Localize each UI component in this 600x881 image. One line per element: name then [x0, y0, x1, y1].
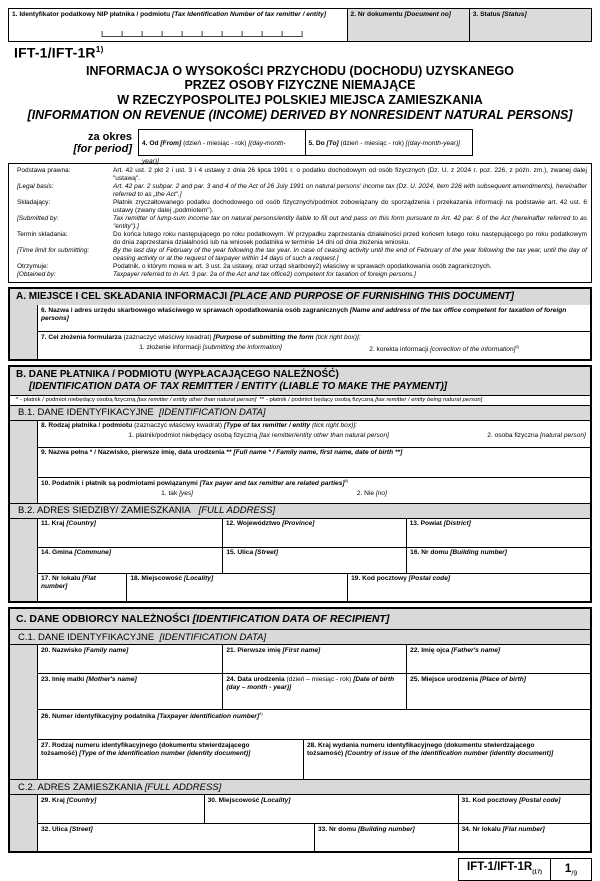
- field-18-locality[interactable]: 18. Miejscowość [Locality]: [126, 573, 347, 601]
- field-33-building-number[interactable]: 33. Nr domu [Building number]: [314, 823, 458, 851]
- field-14-commune[interactable]: 14. Gmina [Commune]: [38, 547, 222, 573]
- legal-row: [Submitted by: Tax remitter of lump-sum income tax on natural persons/entity liable to fill out and pass on this form pursuant to Art. 42 par. 6 of the Act (hereinafter referred to as "entity").]: [17, 214, 587, 230]
- option-natural-person[interactable]: 2. osoba fizyczna [natural person]: [487, 432, 586, 440]
- section-a-header: A. MIEJSCE I CEL SKŁADANIA INFORMACJI [PLACE AND PURPOSE OF FURNISHING THIS DOCUMENT]: [10, 289, 590, 305]
- field-3-label: 3. Status [Status]: [472, 11, 527, 18]
- field-26-taxpayer-id-number[interactable]: 26. Numer identyfikacyjny podatnika [Taxpayer identification number]$^{4)}$: [38, 709, 590, 739]
- field-11-country[interactable]: 11. Kraj [Country]: [38, 519, 222, 547]
- section-gutter: [10, 645, 37, 779]
- field-2-document-no[interactable]: [347, 9, 469, 41]
- option-related-no[interactable]: 2. Nie [no]: [356, 490, 387, 498]
- option-related-yes[interactable]: 1. tak [yes]: [161, 490, 194, 498]
- field-17-flat-number[interactable]: 17. Nr lokalu [Flat number]: [38, 573, 126, 601]
- legal-row: [Legal basis: Art. 42 par. 2 subpar. 2 and par. 3 and 4 of the Act of 26 July 1991 on natural persons' income tax (Dz. U. 2024, item 226 with subsequent amendments), hereinafter referred to as „the Act".]: [17, 182, 587, 198]
- section-gutter: [10, 421, 37, 503]
- section-gutter: [10, 519, 37, 601]
- section-c-header: C. DANE ODBIORCY NALEŻNOŚCI [IDENTIFICATION DATA OF RECIPIENT]: [10, 609, 590, 630]
- legal-row: Otrzymuje: Podatnik, o którym mowa w art. 3 ust. 2a ustawy, oraz urząd skarbowy2) właściwy w sprawach opodatkowania osób zagranicznych.: [17, 263, 492, 271]
- field-22-fathers-name[interactable]: 22. Imię ojca [Father's name]: [406, 645, 590, 673]
- footer-form-code: IFT-$1/IFT-1R_{(17)}$: [467, 861, 542, 876]
- title-line-4: [INFORMATION ON REVENUE (INCOME) DERIVED BY NONRESIDENT NATURAL PERSONS]: [27, 107, 573, 122]
- legal-basis-block: [8, 163, 592, 284]
- legal-row: Termin składania: Do końca lutego roku następującego po roku podatkowym. W przypadku zaprzestania działalności przed końcem lutego roku następującego po roku podatkowym do dnia zaprzestania działalności lub na wniosek podatnika w terminie 14 dni od dnia złożenia wniosku.: [17, 231, 587, 247]
- field-29-country[interactable]: 29. Kraj [Country]: [38, 795, 204, 823]
- form-code: IFT-$1/IFT-1R^{1)}$: [14, 44, 104, 61]
- field-6-tax-office[interactable]: 6. Nazwa i adres urzędu skarbowego właściwego w sprawach opodatkowania osób zagranicznych [Name and address of the tax office competent for taxation of foreign persons]: [38, 305, 590, 331]
- field-30-locality[interactable]: 30. Miejscowość [Locality]: [204, 795, 458, 823]
- section-b-header: B. DANE PŁATNIKA / PODMIOTU (WYPŁACAJĄCEGO NALEŻNOŚĆ) [IDENTIFICATION DATA OF TAX REMITTER / ENTITY (LIABLE TO MAKE THE PAYMENT)]: [10, 367, 590, 395]
- field-31-postal-code[interactable]: 31. Kod pocztowy [Postal code]: [458, 795, 590, 823]
- section-c: [8, 607, 592, 854]
- option-correction-information[interactable]: 2. korekta informacji [correction of the information]$^{3)}$: [369, 343, 519, 353]
- field-28-id-number-country[interactable]: 28. Kraj wydania numeru identyfikacyjnego (dokumentu stwierdzającego tożsamość) [Country of issue of the identification number (identity document)]: [303, 739, 590, 779]
- field-16-building-number[interactable]: 16. Nr domu [Building number]: [406, 547, 590, 573]
- section-c1-header: C.1. DANE IDENTYFIKACYJNE [IDENTIFICATION DATA]: [10, 629, 590, 645]
- section-b2-header: B.2. ADRES SIEDZIBY/ ZAMIESZKANIA [FULL ADDRESS]: [10, 503, 590, 519]
- section-gutter: [10, 305, 37, 359]
- legal-row: Podstawa prawna: Art. 42 ust. 2 pkt 2 i ust. 3 i 4 ustawy z dnia 26 lipca 1991 r. o podatku dochodowym od osób fizycznych (Dz. U. z 2024 r. poz. 226, z późn. zm.), zwanej dalej "ustawą".: [17, 166, 587, 182]
- field-12-province[interactable]: 12. Województwo [Province]: [222, 519, 406, 547]
- field-3-status[interactable]: [469, 9, 591, 41]
- field-7-purpose[interactable]: 7. Cel złożenia formularza (zaznaczyć właściwy kwadrat) [Purpose of submitting the form (tick right box)]: 1. złożenie informacji [submitting the information] 2. korekta informacji [correction of the information]$^{3)}$: [38, 331, 590, 359]
- field-27-id-number-type[interactable]: 27. Rodzaj numeru identyfikacyjnego (dokumentu stwierdzającego tożsamość) [Type of the identification number (identity document)]: [38, 739, 303, 779]
- field-32-street[interactable]: 32. Ulica [Street]: [38, 823, 314, 851]
- field-15-street[interactable]: 15. Ulica [Street]: [222, 547, 406, 573]
- section-b: [8, 365, 592, 602]
- period-label: za okres [for period]: [73, 130, 132, 155]
- title-line-2: PRZEZ OSOBY FIZYCZNE NIEMAJĄCE: [184, 78, 416, 93]
- field-1-nip[interactable]: [9, 9, 347, 41]
- header-row: [8, 8, 592, 42]
- tax-form-page: [8, 0, 592, 881]
- field-9-full-name[interactable]: 9. Nazwa pełna * / Nazwisko, pierwsze imię, data urodzenia ** [Full name * / Family name, first name, date of birth **]: [38, 447, 590, 477]
- option-submitting-information[interactable]: 1. złożenie informacji [submitting the information]: [139, 343, 282, 351]
- nip-digit-ruler: [101, 31, 302, 37]
- field-13-district[interactable]: 13. Powiat [District]: [406, 519, 590, 547]
- field-19-postal-code[interactable]: 19. Kod pocztowy [Postal code]: [347, 573, 590, 601]
- legal-row: [Time limit for submitting: By the last day of February of the year following the tax year. In case of ceasing activity until the end of February of the year following the tax year, until the day of ceasing activity or at the request of taxpayer within 14 days of such a request.]: [17, 247, 587, 263]
- footer: [8, 858, 592, 880]
- field-23-mothers-name[interactable]: 23. Imię matki [Mother's name]: [38, 673, 222, 709]
- option-entity-not-natural-person[interactable]: 1. płatnik/podmiot niebędący osobą fizyczną [tax remitter/entity other than natural person]: [128, 432, 389, 440]
- legal-row: Składający: Płatnik zryczałtowanego podatku dochodowego od osób fizycznych/podmiot zobowiązany do sporządzenia i przekazania informacji na podstawie art. 42 ust. 6 ustawy (zwany dalej „podmiotem").: [17, 198, 587, 214]
- field-5-period-to[interactable]: 5. Do [To] (dzień - miesiąc - rok) [(day-month-year)]: [305, 129, 473, 156]
- title-line-3: W RZECZYPOSPOLITEJ POLSKIEJ MIEJSCA ZAMIESZKANIA: [117, 93, 483, 108]
- legal-row: [Obtained by: Taxpayer referred to in Art. 3 par. 2a of the Act and tax office2) competent for taxation of foreign persons.]: [17, 271, 416, 279]
- section-b1-header: B.1. DANE IDENTYFIKACYJNE [IDENTIFICATION DATA]: [10, 405, 590, 421]
- period-row: [54, 129, 592, 165]
- field-4-period-from[interactable]: 4. Od [From] (dzień - miesiąc - rok) [(day-month-year)]: [138, 129, 306, 156]
- field-21-first-name[interactable]: 21. Pierwsze imię [First name]: [222, 645, 406, 673]
- field-34-flat-number[interactable]: 34. Nr lokalu [Flat number]: [458, 823, 590, 851]
- field-2-label: 2. Nr dokumentu [Document no]: [350, 11, 451, 18]
- footer-page-number: $1_{/9}$: [550, 859, 591, 879]
- title-line-1: INFORMACJA O WYSOKOŚCI PRZYCHODU (DOCHODU) UZYSKANEGO: [85, 63, 514, 78]
- field-25-place-of-birth[interactable]: 25. Miejsce urodzenia [Place of birth]: [406, 673, 590, 709]
- field-8-remitter-type[interactable]: 8. Rodzaj płatnika / podmiotu (zaznaczyć właściwy kwadrat) [Type of tax remitter / entity (tick right box)]: 1. płatnik/podmiot niebędący osobą fizyczną [tax remitter/entity other than natural person] 2. osoba fizyczna [natural person]: [38, 421, 590, 447]
- section-a: [8, 287, 592, 361]
- section-c2-header: C.2. ADRES ZAMIESZKANIA [FULL ADDRESS]: [10, 779, 590, 795]
- field-20-family-name[interactable]: 20. Nazwisko [Family name]: [38, 645, 222, 673]
- field-24-date-of-birth[interactable]: 24. Data urodzenia (dzień – miesiąc - rok) [Date of birth (day – month - year)]: [222, 673, 406, 709]
- section-gutter: [10, 795, 37, 851]
- form-title: [8, 64, 592, 123]
- field-1-label: 1. Identyfikator podatkowy NIP płatnika / podmiotu [Tax Identification Number of tax remitter / entity]: [12, 11, 327, 18]
- section-b-footnote: * - płatnik / podmiot niebędący osobą fizyczną [tax remitter / entity other than natural person] ** - płatnik / podmiot będący osobą fizyczną [tax remitter / entity being natural person]: [10, 395, 590, 404]
- field-10-related-parties[interactable]: 10. Podatnik i płatnik są podmiotami powiązanymi [Tax payer and tax remitter are related parties]$^{5)}$ 1. tak [yes] 2. Nie [no]: [38, 477, 590, 503]
